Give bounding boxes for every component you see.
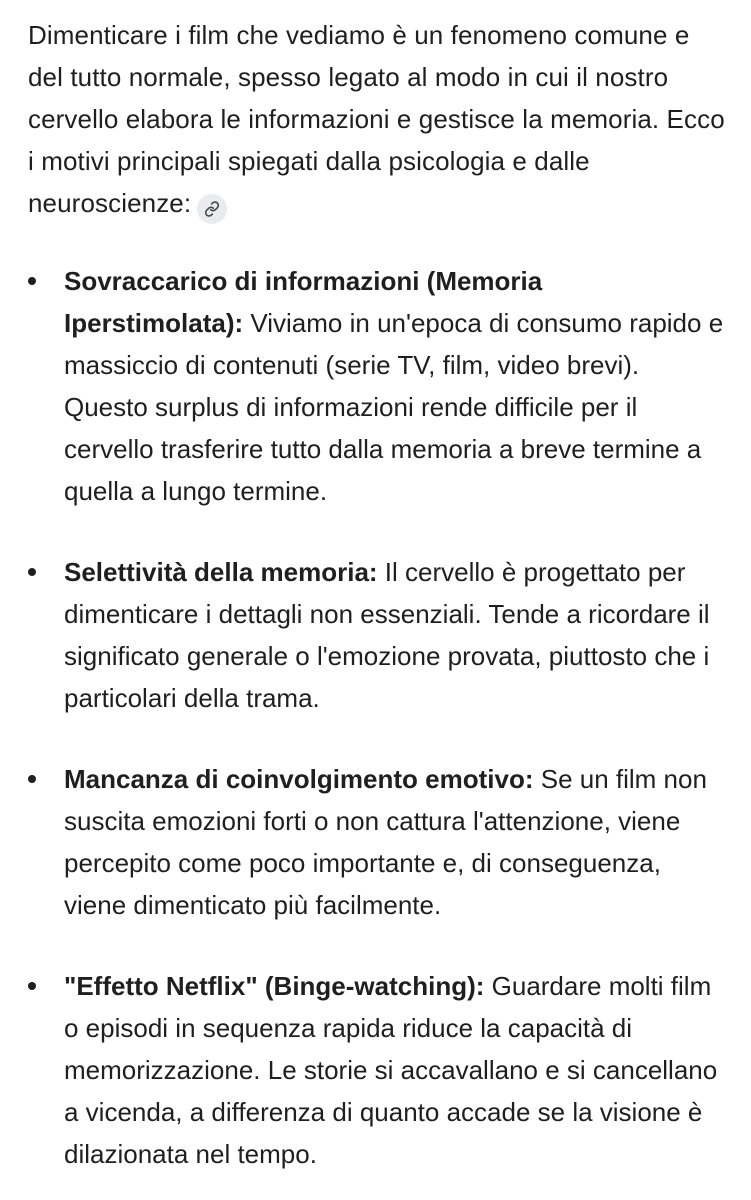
list-item-text: Guardare molti film o episodi in sequenza rapida riduce la capacità di memorizzazione. Le storie si accavallano e si cancellano a vicenda, a differenza di quanto accade se la visione è dilazionata nel tempo. [64, 971, 718, 1169]
list-item-text: Il cervello è progettato per dimenticare i dettagli non essenziali. Tende a ricordare il significato generale o l'emozione provata, piuttosto che i particolari della trama. [64, 557, 710, 713]
list-item-text: Se un film non suscita emozioni forti o non cattura l'attenzione, viene percepito come poco importante e, di conseguenza, viene dimenticato più facilmente. [64, 764, 707, 920]
bullet-dot [28, 775, 36, 783]
list-item-term: Selettività della memoria: [64, 557, 378, 587]
bullet-dot [28, 982, 36, 990]
bullet-dot [28, 568, 36, 576]
list-item-term: Sovraccarico di informazioni (Memoria Iperstimolata): [64, 266, 543, 338]
list-item [28, 758, 725, 926]
bullet-dot [28, 277, 36, 285]
intro-paragraph [28, 14, 725, 224]
list-item [28, 965, 725, 1175]
source-link-chip[interactable] [197, 194, 227, 224]
list-item-term: "Effetto Netflix" (Binge-watching): [64, 971, 485, 1001]
list-item [28, 551, 725, 719]
list-item-term: Mancanza di coinvolgimento emotivo: [64, 764, 534, 794]
link-icon [204, 201, 220, 217]
list-item [28, 260, 725, 512]
intro-text: Dimenticare i film che vediamo è un fenomeno comune e del tutto normale, spesso legato al modo in cui il nostro cervello elabora le informazioni e gestisce la memoria. Ecco i motivi principali spiegati dalla psicologia e dalle neuroscienze: [28, 20, 725, 218]
list-item-text: Viviamo in un'epoca di consumo rapido e massiccio di contenuti (serie TV, film, video brevi). Questo surplus di informazioni rende difficile per il cervello trasferire tutto dalla memoria a breve termine a quella a lungo termine. [64, 308, 724, 506]
reasons-list [28, 260, 725, 1175]
